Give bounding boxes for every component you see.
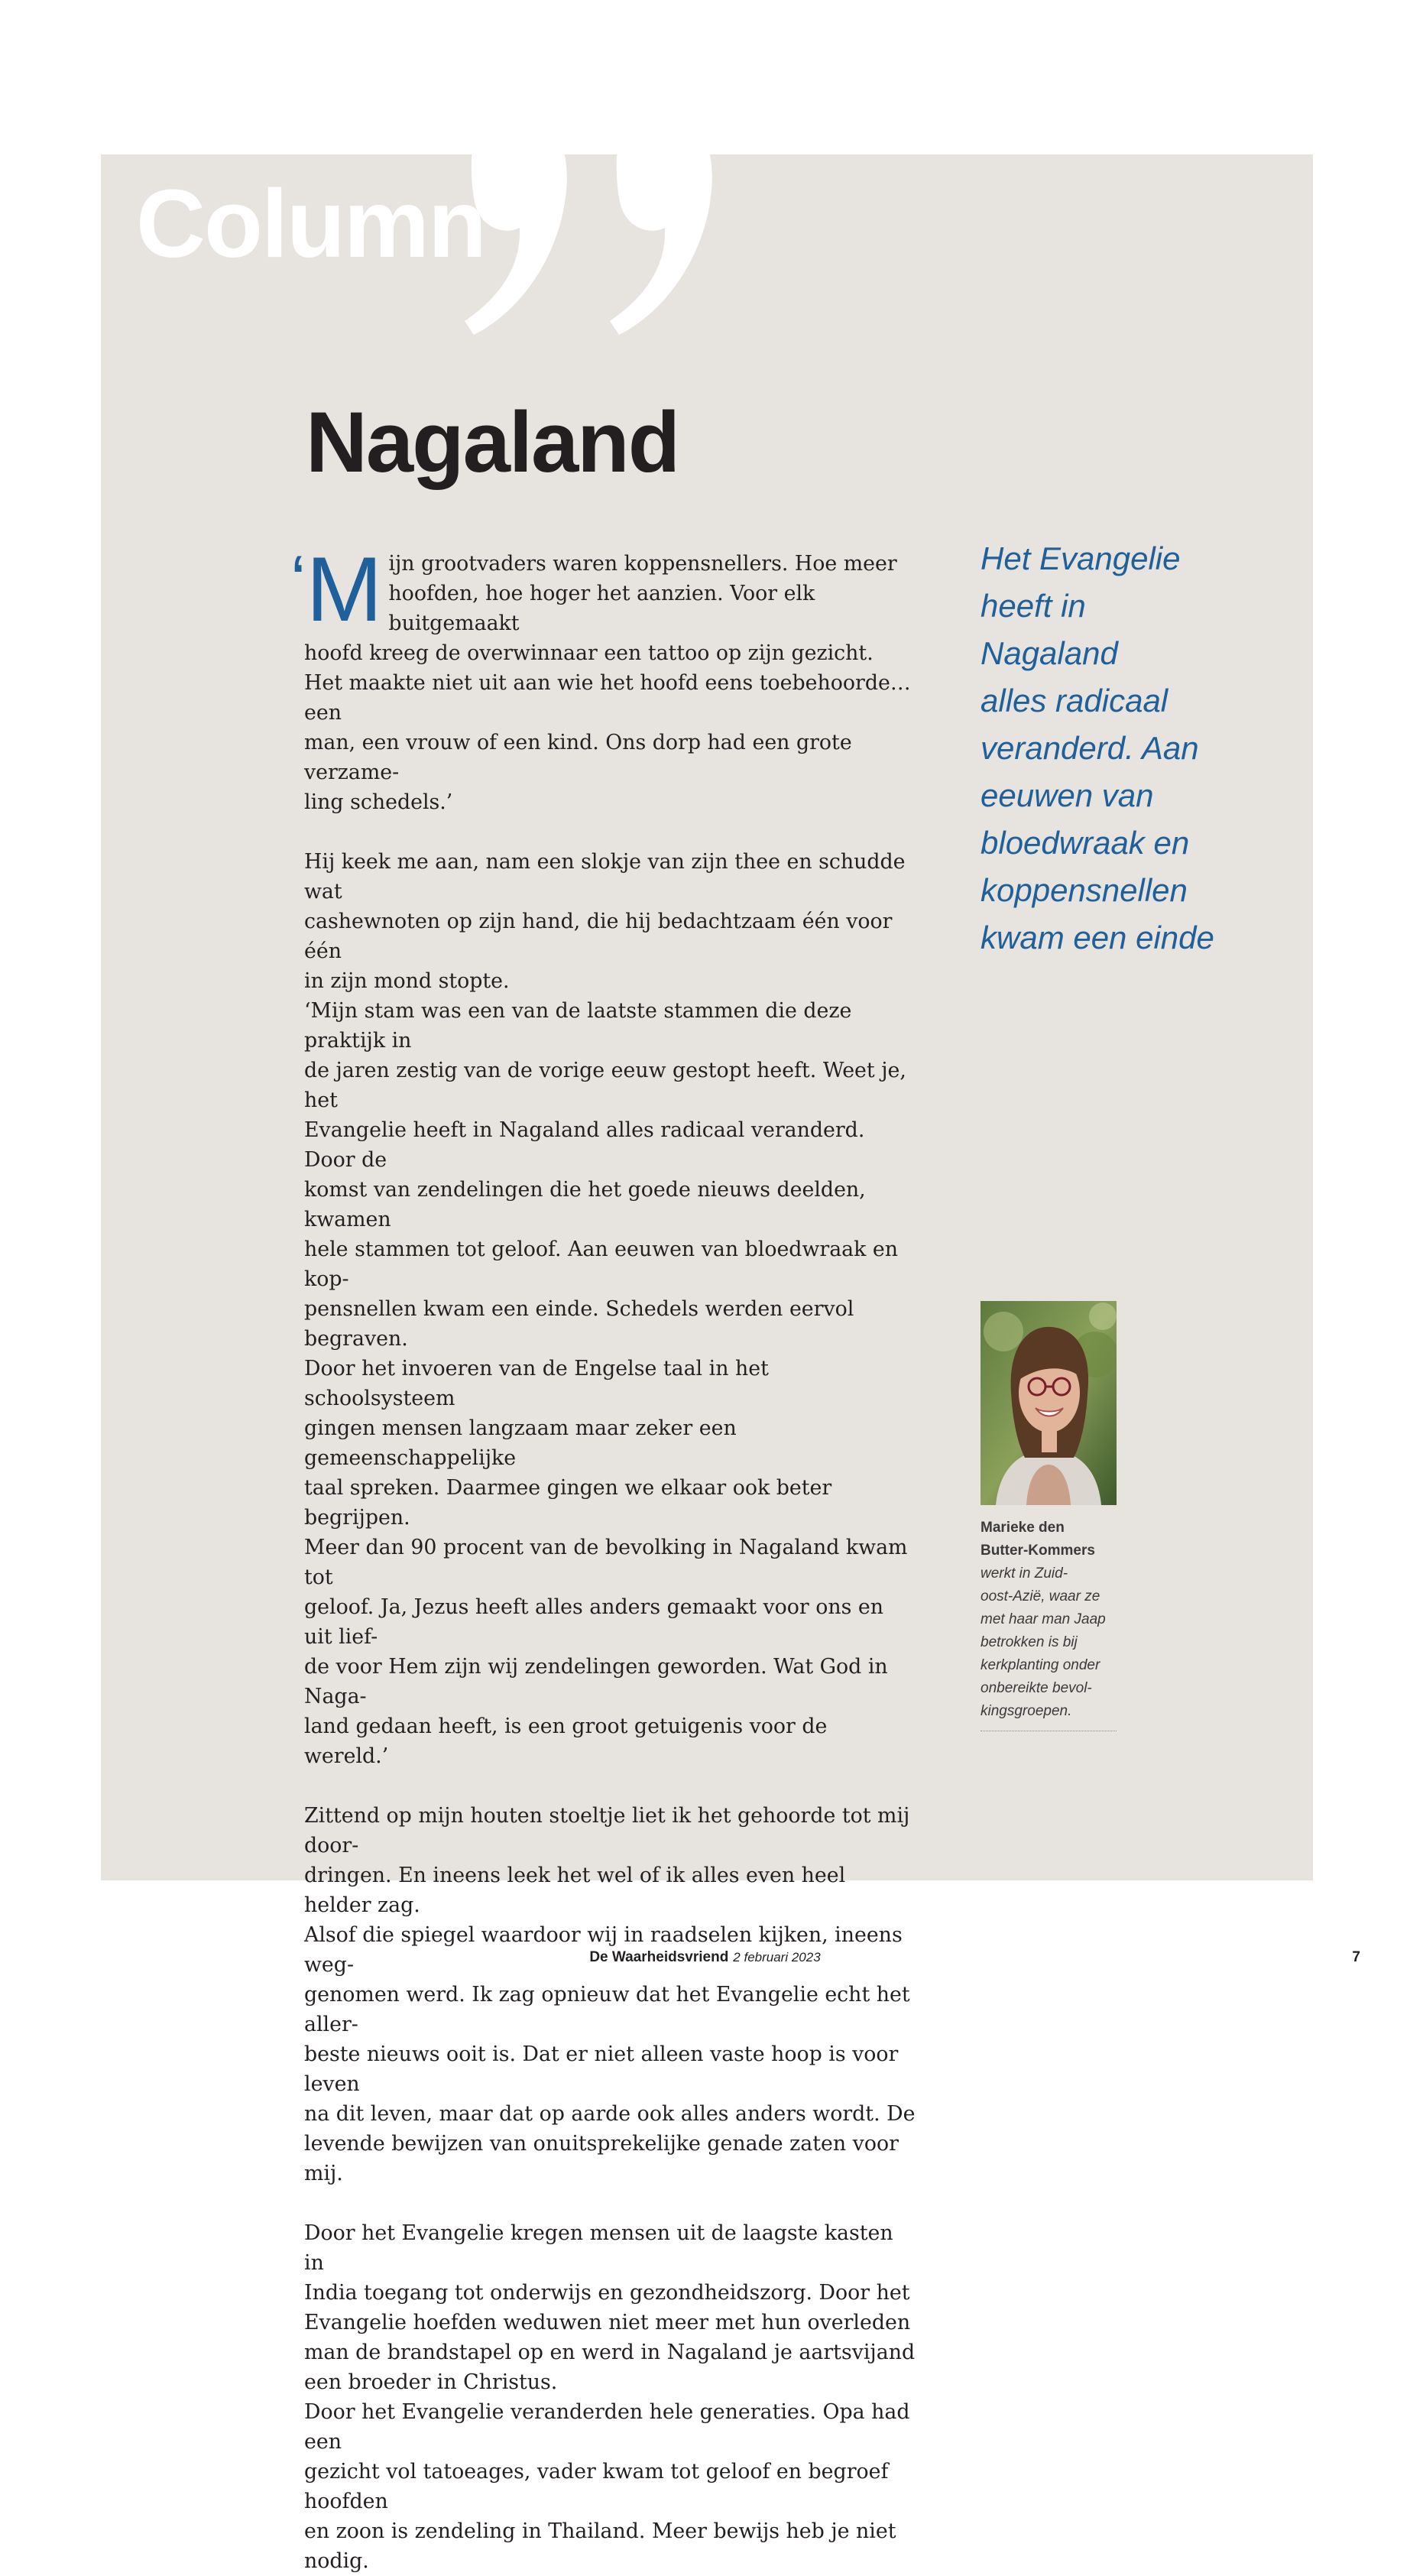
article-paragraph: Door het Evangelie veranderden hele generaties. Opa had een gezicht vol tatoeages, vader kwam tot geloof en begroef hoofden en zoon is zendeling in Thailand. Meer bewijs heb je niet nodig. [304, 2400, 910, 2573]
page-footer [0, 1949, 1410, 1966]
author-description: werkt in Zuid- oost-Azië, waar ze met haar man Jaap betrokken is bij kerkplanting onder onbereikte bevol- kingsgroepen. [981, 1565, 1106, 1719]
author-bio [981, 1517, 1117, 1731]
article-paragraph: Hij keek me aan, nam een slokje van zijn thee en schudde wat cashewnoten op zijn hand, die hij bedachtzaam één voor één in zijn mond stopte. [304, 850, 906, 993]
article-paragraph: ‘M ijn grootvaders waren koppensnellers. Hoe meer hoofden, hoe hoger het aanzien. Voor elk buitgemaakt hoofd kreeg de overwinnaar een tattoo op zijn gezicht. Het maakte niet uit aan wie het hoofd eens toebehoorde… een man, een vrouw of een kind. Ons dorp had een grote verzame- ling schedels.’ [290, 538, 911, 814]
drop-cap: ‘M [290, 538, 383, 641]
article-body [290, 538, 916, 2576]
section-label: Column [136, 170, 485, 277]
author-name: Marieke den Butter-Kommers [981, 1520, 1095, 1559]
publication-name: De Waarheidsvriend [589, 1949, 729, 1965]
publication-date: 2 februari 2023 [733, 1950, 821, 1964]
closing-quote-icon [459, 83, 749, 342]
pull-quote: Het Evangelie heeft in Nagaland alles radicaal veranderd. Aan eeuwen van bloedwraak en koppensnellen kwam een einde [981, 540, 1214, 955]
article-paragraph: Zittend op mijn houten stoeltje liet ik het gehoorde tot mij door- dringen. En ineens leek het wel of ik alles even heel helder zag. Alsof die spiegel waardoor wij in raadselen kijken, ineens weg- genomen werd. Ik zag opnieuw dat het Evangelie echt het aller- beste nieuws ooit is. Dat er niet alleen vaste hoop is voor leven na dit leven, maar dat op aarde ook alles anders wordt. De levende bewijzen van onuitsprekelijke genade zaten voor mij. [304, 1804, 916, 2185]
article-headline: Nagaland [306, 394, 679, 490]
author-photo [981, 1301, 1117, 1505]
article-paragraph: Door het Evangelie kregen mensen uit de laagste kasten in India toegang tot onderwijs en gezondheidszorg. Door het Evangelie hoefden weduwen niet meer met hun overleden man de brandstapel op en werd in Nagaland je aartsvijand een broeder in Christus. [304, 2221, 916, 2394]
article-paragraph: ‘Mijn stam was een van de laatste stammen die deze praktijk in de jaren zestig van de vorige eeuw gestopt heeft. Weet je, het Evangelie heeft in Nagaland alles radicaal veranderd. Door de komst van zendelingen die het goede nieuws deelden, kwamen hele stammen tot geloof. Aan eeuwen van bloedwraak en kop- pensnellen kwam een einde. Schedels werden eervol begraven. Door het invoeren van de Engelse taal in het schoolsysteem gingen mensen langzaam maar zeker een gemeenschappelijke taal spreken. Daarmee gingen we elkaar ook beter begrijpen. Meer dan 90 procent van de bevolking in Nagaland kwam tot geloof. Ja, Jezus heeft alles anders gemaakt voor ons en uit lief- de voor Hem zijn wij zendelingen geworden. Wat God in Naga- land gedaan heeft, is een groot getuigenis voor de wereld.’ [304, 999, 908, 1768]
page-number: 7 [1352, 1949, 1360, 1965]
